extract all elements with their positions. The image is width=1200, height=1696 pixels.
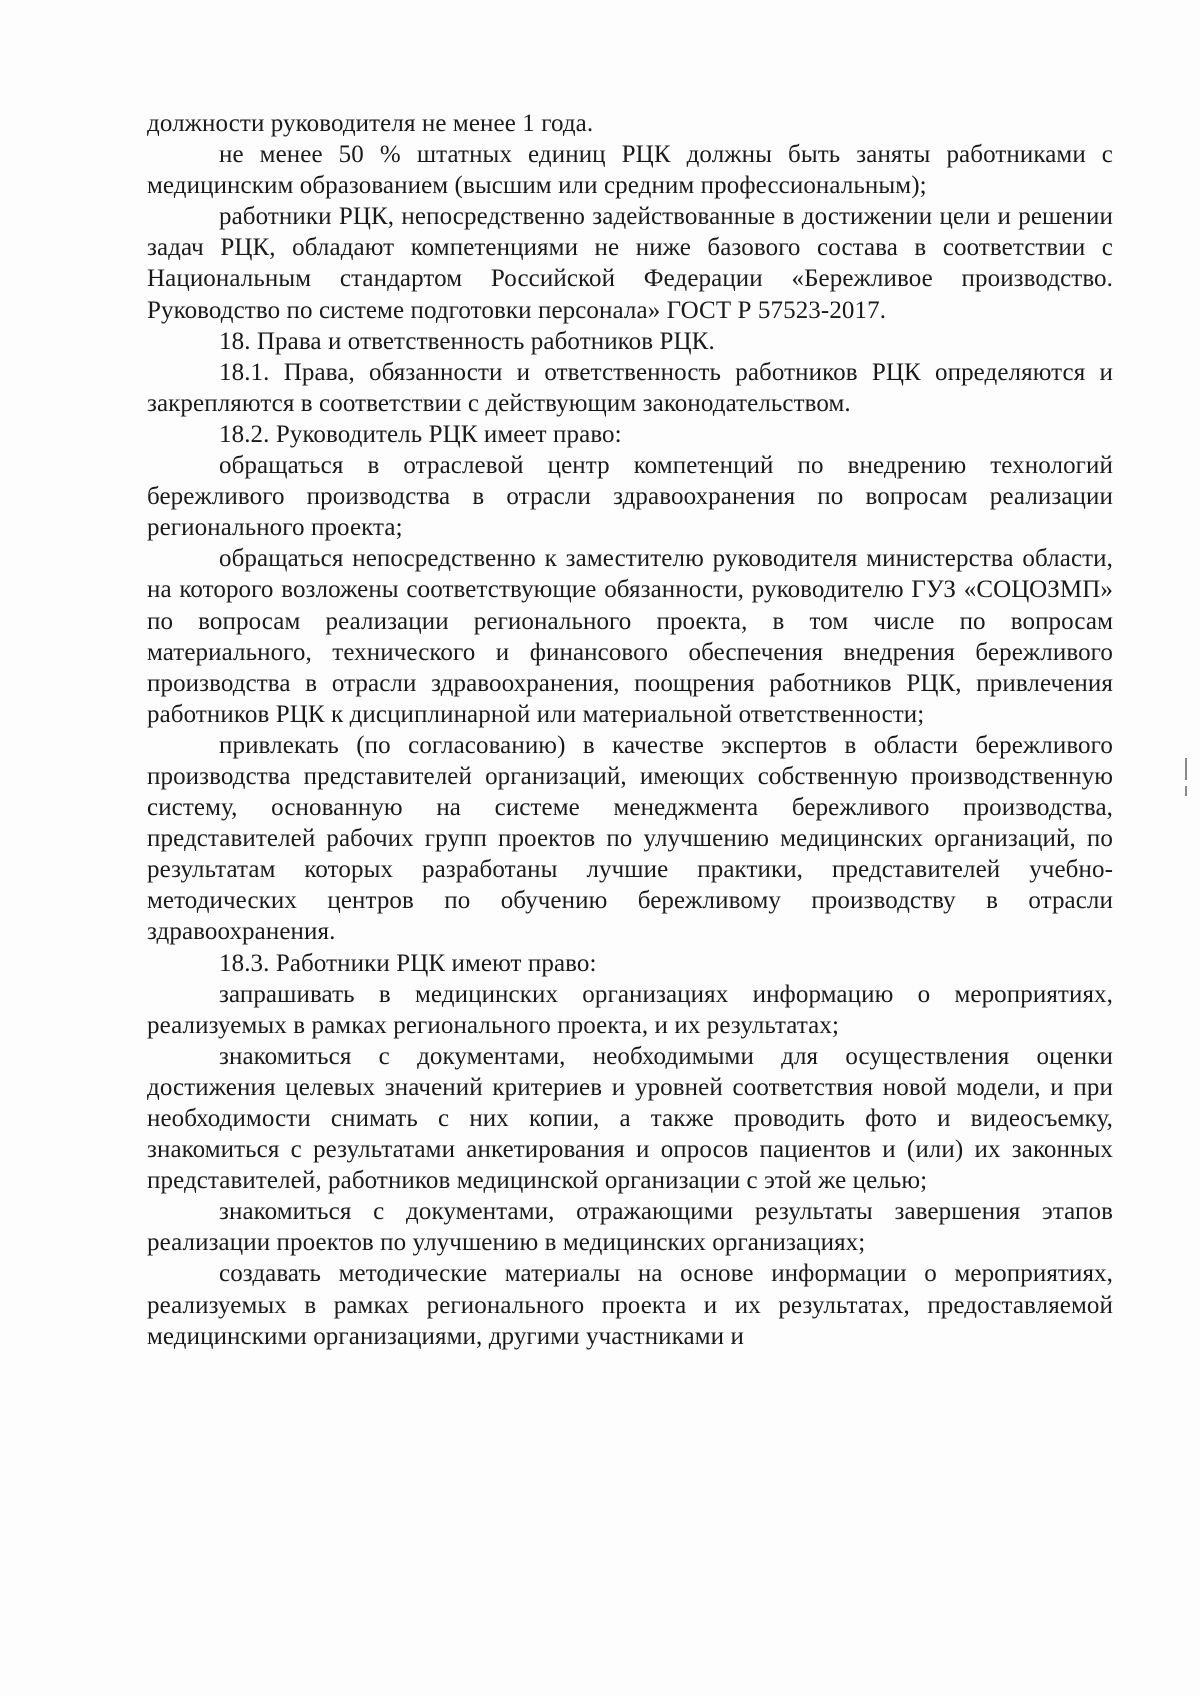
paragraph-create-materials: создавать методические материалы на основе информации о мероприятиях, реализуемых в рамках регионального проекта и их результатах, предоставляемой медицинскими организациями, другими участниками и <box>147 1260 1113 1350</box>
paragraph-staff-education: не менее 50 % штатных единиц РЦК должны быть заняты работниками с медицинским образованием (высшим или средним профессиональным); <box>147 141 1113 200</box>
paragraph-staff-competencies: работники РЦК, непосредственно задействованные в достижении цели и решении задач РЦК, обладают компетенциями не ниже базового состава в соответствии с Национальным стандартом Российской Федерации «Бережливое производство. Руководство по системе подготовки персонала» ГОСТ Р 57523-2017. <box>147 203 1113 324</box>
paragraph-review-project-results: знакомиться с документами, отражающими результаты завершения этапов реализации проектов по улучшению в медицинских организациях; <box>147 1198 1113 1257</box>
clause-18-2: 18.2. Руководитель РЦК имеет право: <box>219 420 622 448</box>
paragraph-contact-competence-center: обращаться в отраслевой центр компетенций по внедрению технологий бережливого производства в отрасли здравоохранения по вопросам реализации регионального проекта; <box>147 452 1113 542</box>
section-heading-18: 18. Права и ответственность работников РЦК. <box>219 327 715 355</box>
paragraph-contact-deputy-minister: обращаться непосредственно к заместителю руководителя министерства области, на которого возложены соответствующие обязанности, руководителю ГУЗ «СОЦОЗМП» по вопросам реализации регионального проекта, в том числе по вопросам материального, технического и финансового обеспечения внедрения бережливого производства в отрасли здравоохранения, поощрения работников РЦК, привлечения работников РЦК к дисциплинарной или материальной ответственности; <box>147 545 1113 728</box>
paragraph-request-information: запрашивать в медицинских организациях информацию о мероприятиях, реализуемых в рамках регионального проекта, и их результатах; <box>147 980 1113 1039</box>
clause-18-1: 18.1. Права, обязанности и ответственность работников РЦК определяются и закрепляются в соответствии с действующим законодательством. <box>147 358 1113 417</box>
paragraph-review-documents: знакомиться с документами, необходимыми для осуществления оценки достижения целевых значений критериев и уровней соответствия новой модели, и при необходимости снимать с них копии, а также проводить фото и видеосъемку, знакомиться с результатами анкетирования и опросов пациентов и (или) их законных представителей, работников медицинской организации с этой же целью; <box>147 1042 1113 1195</box>
clause-18-3: 18.3. Работники РЦК имеют право: <box>219 949 597 977</box>
paragraph-engage-experts: привлекать (по согласованию) в качестве экспертов в области бережливого производства представителей организаций, имеющих собственную производственную систему, основанную на системе менеджмента бережливого производства, представителей рабочих групп проектов по улучшению медицинских организаций, по результатам которых разработаны лучшие практики, представителей учебно-методических центров по обучению бережливому производству в отрасли здравоохранения. <box>147 731 1113 946</box>
document-body <box>147 108 1113 1352</box>
paragraph-continuation: должности руководителя не менее 1 года. <box>147 110 594 137</box>
scan-artifact-mark <box>1185 786 1187 796</box>
scan-artifact-mark <box>1185 758 1187 780</box>
